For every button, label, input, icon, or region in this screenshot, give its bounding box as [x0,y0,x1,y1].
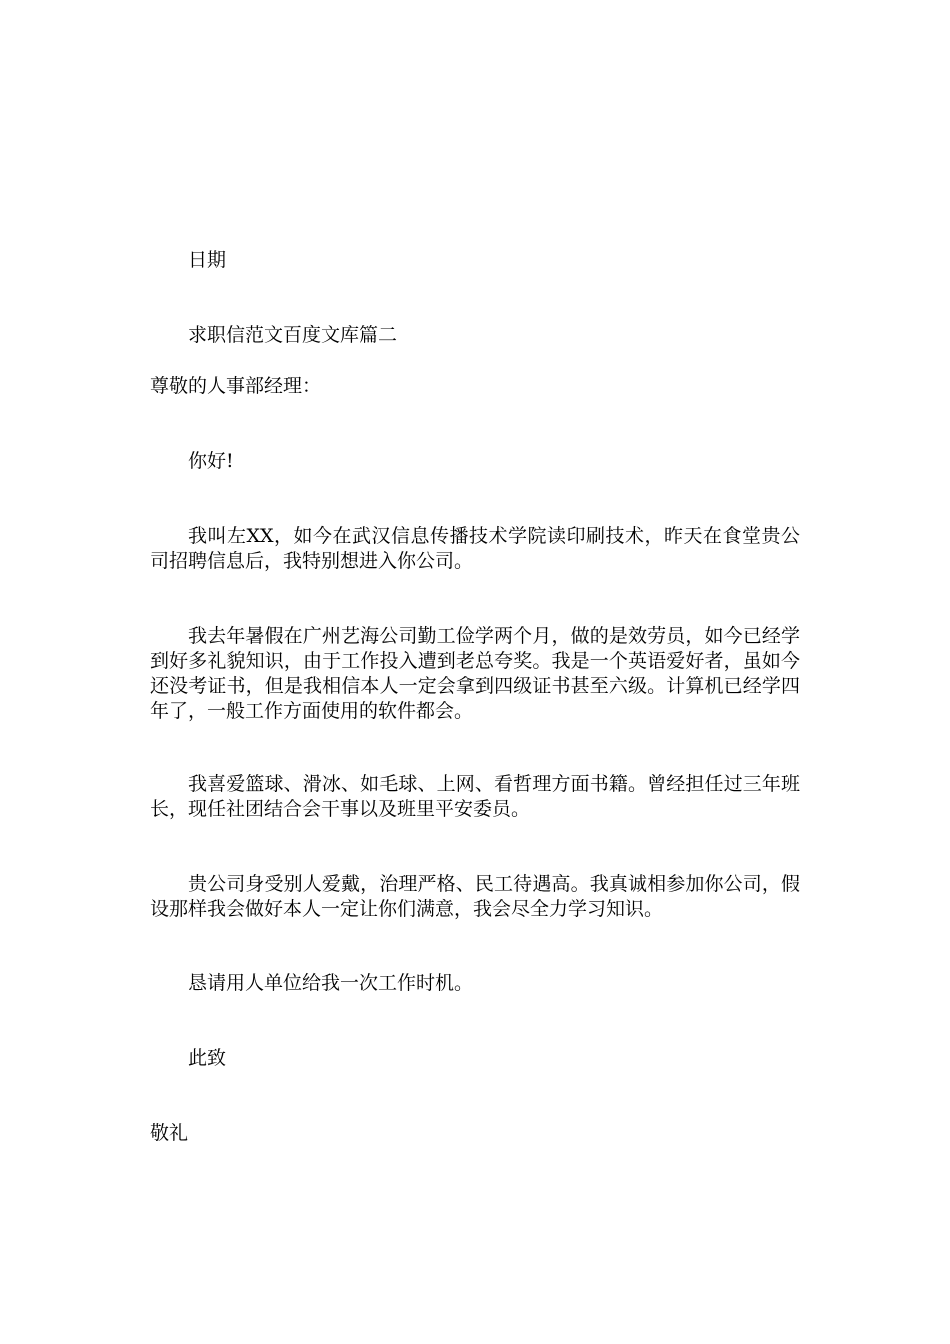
body-paragraph-2: 我去年暑假在广州艺海公司勤工俭学两个月，做的是效劳员，如今已经学到好多礼貌知识，由于工作投入遭到老总夸奖。我是一个英语爱好者，虽如今还没考证书，但是我相信本人一定会拿到四级证书甚至六级。计算机已经学四年了，一般工作方面使用的软件都会。 [150,625,800,722]
regards-line: 敬礼 [150,1122,189,1144]
salutation: 尊敬的人事部经理： [150,375,322,397]
section-title: 求职信范文百度文库篇二 [188,324,398,346]
body-paragraph-3: 我喜爱篮球、滑冰、如毛球、上网、看哲理方面书籍。曾经担任过三年班长，现任社团结合会干事以及班里平安委员。 [150,773,800,820]
body-paragraph-4: 贵公司身受别人爱戴，治理严格、民工待遇高。我真诚相参加你公司，假设那样我会做好本人一定让你们满意，我会尽全力学习知识。 [150,873,800,920]
request-line: 恳请用人单位给我一次工作时机。 [188,972,474,994]
date-label: 日期 [188,249,227,271]
greeting: 你好! [188,450,234,472]
body-paragraph-1: 我叫左XX，如今在武汉信息传播技术学院读印刷技术，昨天在食堂贵公司招聘信息后，我特别想进入你公司。 [150,525,800,572]
closing-line: 此致 [188,1047,227,1069]
